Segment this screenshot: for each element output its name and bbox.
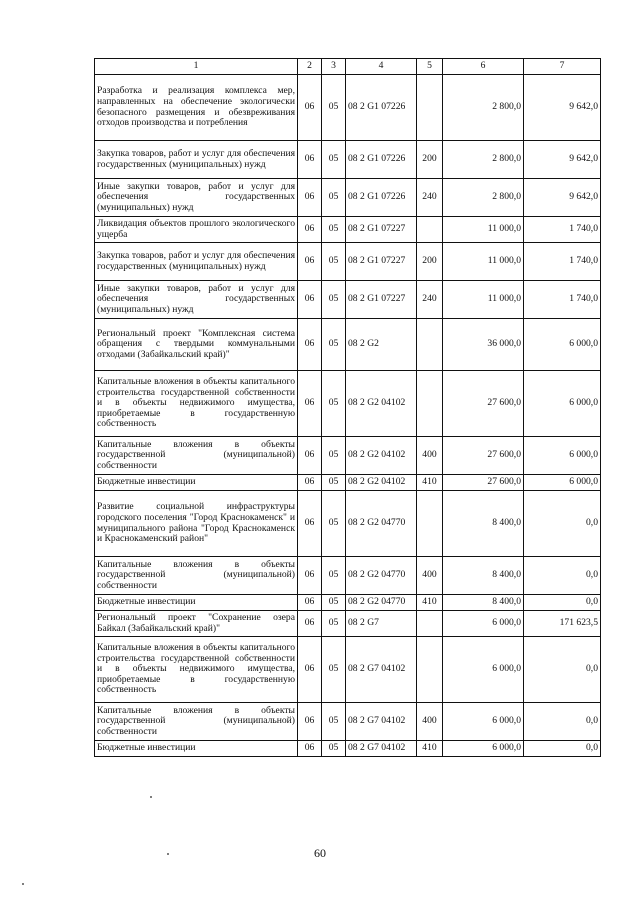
table-body [95,75,601,757]
column-header: 6 [443,59,524,75]
expense-type-cell: 240 [417,179,443,217]
target-article-cell: 08 2 G2 04102 [346,475,417,491]
expense-type-cell [417,637,443,703]
expense-type-cell [417,75,443,141]
target-article-cell: 08 2 G2 04770 [346,557,417,595]
table-row [95,319,601,371]
table-header-row [95,59,601,75]
amount-year2-cell: 6 000,0 [524,475,601,491]
amount-year2-cell: 0,0 [524,491,601,557]
row-name-cell: Ликвидация объектов прошлого экологического ущерба [95,217,298,243]
expense-type-cell [417,491,443,557]
table-row [95,475,601,491]
section-code-cell: 06 [298,637,322,703]
row-name-cell: Капитальные вложения в объекты государственной (муниципальной) собственности [95,557,298,595]
subsection-code-cell: 05 [322,557,346,595]
section-code-cell: 06 [298,437,322,475]
column-header: 3 [322,59,346,75]
amount-year2-cell: 0,0 [524,703,601,741]
subsection-code-cell: 05 [322,75,346,141]
subsection-code-cell: 05 [322,141,346,179]
section-code-cell: 06 [298,611,322,637]
target-article-cell: 08 2 G7 04102 [346,741,417,757]
section-code-cell: 06 [298,371,322,437]
row-name-cell: Бюджетные инвестиции [95,595,298,611]
table-row [95,141,601,179]
amount-year1-cell: 11 000,0 [443,281,524,319]
subsection-code-cell: 05 [322,741,346,757]
table-row [95,741,601,757]
subsection-code-cell: 05 [322,437,346,475]
section-code-cell: 06 [298,595,322,611]
amount-year1-cell: 36 000,0 [443,319,524,371]
amount-year1-cell: 11 000,0 [443,217,524,243]
amount-year2-cell: 1 740,0 [524,243,601,281]
amount-year2-cell: 6 000,0 [524,319,601,371]
amount-year1-cell: 8 400,0 [443,557,524,595]
target-article-cell: 08 2 G1 07226 [346,141,417,179]
amount-year1-cell: 8 400,0 [443,491,524,557]
table-row [95,703,601,741]
subsection-code-cell: 05 [322,371,346,437]
amount-year2-cell: 1 740,0 [524,281,601,319]
target-article-cell: 08 2 G1 07226 [346,179,417,217]
amount-year1-cell: 6 000,0 [443,611,524,637]
subsection-code-cell: 05 [322,475,346,491]
amount-year2-cell: 9 642,0 [524,75,601,141]
amount-year2-cell: 9 642,0 [524,179,601,217]
column-header: 1 [95,59,298,75]
row-name-cell: Закупка товаров, работ и услуг для обеспечения государственных (муниципальных) нужд [95,141,298,179]
target-article-cell: 08 2 G1 07227 [346,217,417,243]
row-name-cell: Развитие социальной инфраструктуры городского поселения "Город Краснокаменск" и муниципального района "Город Краснокаменск и Краснокаменский район" [95,491,298,557]
subsection-code-cell: 05 [322,319,346,371]
amount-year1-cell: 6 000,0 [443,703,524,741]
target-article-cell: 08 2 G7 04102 [346,703,417,741]
table-row [95,595,601,611]
expense-type-cell [417,319,443,371]
amount-year2-cell: 0,0 [524,595,601,611]
amount-year2-cell: 1 740,0 [524,217,601,243]
subsection-code-cell: 05 [322,217,346,243]
target-article-cell: 08 2 G7 04102 [346,637,417,703]
subsection-code-cell: 05 [322,703,346,741]
table-row [95,243,601,281]
target-article-cell: 08 2 G2 [346,319,417,371]
row-name-cell: Капитальные вложения в объекты капитального строительства государственной собственности и в объекты недвижимого имущества, приобретаемые в государственную собственность [95,371,298,437]
row-name-cell: Капитальные вложения в объекты государственной (муниципальной) собственности [95,703,298,741]
expense-type-cell: 200 [417,141,443,179]
subsection-code-cell: 05 [322,243,346,281]
expense-type-cell: 200 [417,243,443,281]
table-row [95,491,601,557]
amount-year2-cell: 0,0 [524,637,601,703]
target-article-cell: 08 2 G2 04102 [346,437,417,475]
column-header: 2 [298,59,322,75]
row-name-cell: Региональный проект "Сохранение озера Байкал (Забайкальский край)" [95,611,298,637]
scan-speck [150,796,152,798]
column-header: 5 [417,59,443,75]
target-article-cell: 08 2 G1 07226 [346,75,417,141]
subsection-code-cell: 05 [322,491,346,557]
table-row [95,437,601,475]
expense-type-cell: 410 [417,595,443,611]
table-row [95,637,601,703]
amount-year2-cell: 171 623,5 [524,611,601,637]
table-row [95,611,601,637]
amount-year1-cell: 8 400,0 [443,595,524,611]
section-code-cell: 06 [298,741,322,757]
row-name-cell: Иные закупки товаров, работ и услуг для обеспечения государственных (муниципальных) нужд [95,281,298,319]
section-code-cell: 06 [298,243,322,281]
table-row [95,557,601,595]
row-name-cell: Капитальные вложения в объекты капитального строительства государственной собственности и в объекты недвижимого имущества, приобретаемые в государственную собственность [95,637,298,703]
row-name-cell: Капитальные вложения в объекты государственной (муниципальной) собственности [95,437,298,475]
expense-type-cell [417,611,443,637]
amount-year2-cell: 0,0 [524,557,601,595]
section-code-cell: 06 [298,491,322,557]
expense-type-cell: 410 [417,741,443,757]
expense-type-cell [417,217,443,243]
amount-year1-cell: 2 800,0 [443,141,524,179]
expense-type-cell [417,371,443,437]
expense-type-cell: 400 [417,703,443,741]
amount-year1-cell: 6 000,0 [443,741,524,757]
target-article-cell: 08 2 G2 04102 [346,371,417,437]
row-name-cell: Бюджетные инвестиции [95,475,298,491]
amount-year2-cell: 9 642,0 [524,141,601,179]
target-article-cell: 08 2 G7 [346,611,417,637]
amount-year2-cell: 6 000,0 [524,437,601,475]
target-article-cell: 08 2 G1 07227 [346,281,417,319]
row-name-cell: Региональный проект "Комплексная система обращения с твердыми коммунальными отходами (Забайкальский край)" [95,319,298,371]
expense-type-cell: 410 [417,475,443,491]
row-name-cell: Разработка и реализация комплекса мер, направленных на обеспечение экологически безопасного размещения и обезвреживания отходов производства и потребления [95,75,298,141]
amount-year2-cell: 0,0 [524,741,601,757]
expense-type-cell: 400 [417,437,443,475]
budget-table [94,58,601,757]
section-code-cell: 06 [298,217,322,243]
amount-year1-cell: 2 800,0 [443,75,524,141]
column-header: 4 [346,59,417,75]
table-row [95,217,601,243]
row-name-cell: Закупка товаров, работ и услуг для обеспечения государственных (муниципальных) нужд [95,243,298,281]
table-row [95,281,601,319]
section-code-cell: 06 [298,557,322,595]
amount-year1-cell: 6 000,0 [443,637,524,703]
amount-year1-cell: 27 600,0 [443,371,524,437]
expense-type-cell: 240 [417,281,443,319]
table-row [95,75,601,141]
section-code-cell: 06 [298,319,322,371]
subsection-code-cell: 05 [322,611,346,637]
section-code-cell: 06 [298,179,322,217]
subsection-code-cell: 05 [322,595,346,611]
section-code-cell: 06 [298,703,322,741]
expense-type-cell: 400 [417,557,443,595]
target-article-cell: 08 2 G2 04770 [346,595,417,611]
amount-year1-cell: 27 600,0 [443,437,524,475]
subsection-code-cell: 05 [322,179,346,217]
column-header: 7 [524,59,601,75]
section-code-cell: 06 [298,281,322,319]
subsection-code-cell: 05 [322,281,346,319]
table-row [95,179,601,217]
target-article-cell: 08 2 G1 07227 [346,243,417,281]
row-name-cell: Бюджетные инвестиции [95,741,298,757]
amount-year1-cell: 27 600,0 [443,475,524,491]
section-code-cell: 06 [298,475,322,491]
target-article-cell: 08 2 G2 04770 [346,491,417,557]
table-row [95,371,601,437]
amount-year1-cell: 2 800,0 [443,179,524,217]
row-name-cell: Иные закупки товаров, работ и услуг для обеспечения государственных (муниципальных) нужд [95,179,298,217]
section-code-cell: 06 [298,141,322,179]
subsection-code-cell: 05 [322,637,346,703]
page-number: 60 [314,846,326,860]
amount-year2-cell: 6 000,0 [524,371,601,437]
scan-speck [22,883,24,885]
section-code-cell: 06 [298,75,322,141]
scan-speck [167,853,169,855]
amount-year1-cell: 11 000,0 [443,243,524,281]
